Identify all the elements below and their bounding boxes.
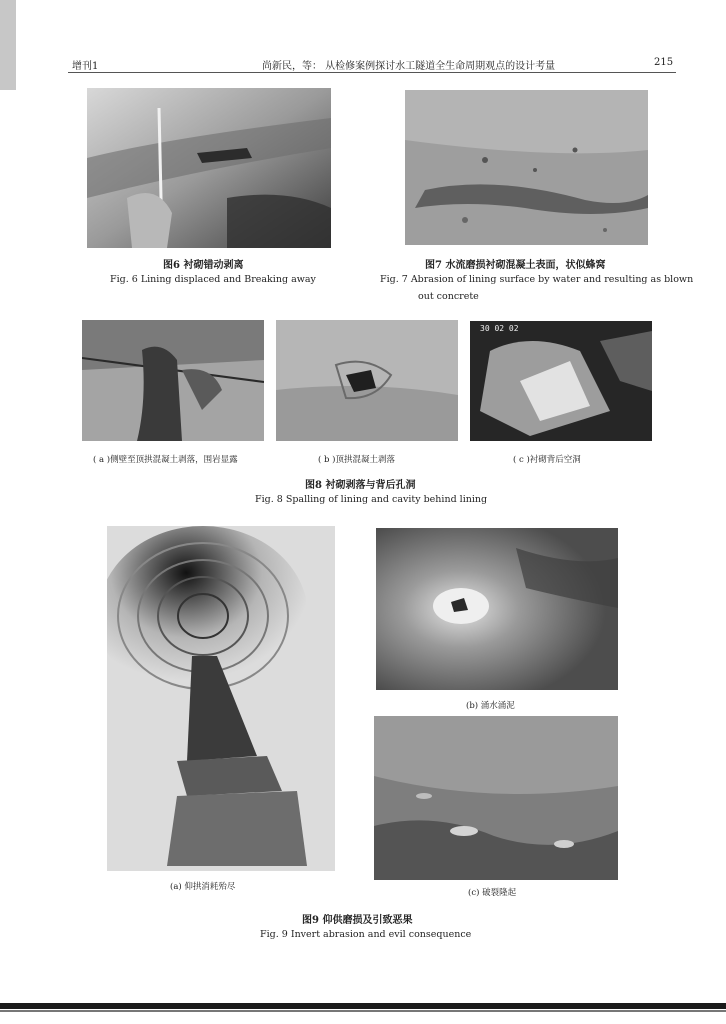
journal-issue: 增刊1 — [72, 61, 99, 72]
fig7-caption-en-2: out concrete — [418, 291, 479, 302]
fig8-caption-cn: 图8 衬砌剥落与背后孔洞 — [305, 480, 416, 491]
fig8a-photo — [82, 320, 264, 441]
header-rule — [68, 72, 676, 73]
fig9-caption-en: Fig. 9 Invert abrasion and evil consequence — [260, 929, 472, 940]
fig9c-subcaption: (c) 破裂隆起 — [468, 888, 517, 898]
fig6-caption-cn: 图6 衬砌错动剥离 — [163, 260, 244, 271]
fig8b-subcaption: ( b )顶拱混凝土剥落 — [318, 455, 395, 465]
scan-bottom-edge-shadow — [0, 1010, 726, 1012]
scan-edge-mark — [0, 0, 16, 90]
running-title: 尚新民，等： 从检修案例探讨水工隧道全生命周期观点的设计考量 — [262, 61, 556, 72]
fig9a-photo — [107, 526, 335, 871]
fig8-caption-en: Fig. 8 Spalling of lining and cavity behind lining — [255, 494, 488, 505]
fig9b-photo — [376, 528, 618, 690]
fig8a-subcaption: ( a )侧壁至顶拱混凝土剥落，围岩显露 — [93, 455, 238, 465]
scan-bottom-edge — [0, 1003, 726, 1009]
fig8c-photo — [470, 321, 652, 441]
fig6-caption-en: Fig. 6 Lining displaced and Breaking away — [110, 274, 316, 285]
fig9c-photo — [374, 716, 618, 880]
fig8c-subcaption: ( c )衬砌背后空洞 — [513, 455, 581, 465]
page-number: 215 — [654, 57, 674, 68]
fig7-caption-en-1: Fig. 7 Abrasion of lining surface by water and resulting as blown — [380, 274, 694, 285]
fig9b-subcaption: (b) 涌水涌泥 — [466, 701, 515, 711]
fig9a-subcaption: (a) 仰拱消耗殆尽 — [170, 882, 236, 892]
fig9-caption-cn: 图9 仰供磨损及引致恶果 — [302, 915, 413, 926]
fig8b-photo — [276, 320, 458, 441]
fig8c-photo-stamp: 30 02 02 — [480, 324, 519, 333]
fig6-photo — [87, 88, 331, 248]
fig7-caption-cn: 图7 水流磨损衬砌混凝土表面，状似蜂窝 — [425, 260, 606, 271]
fig7-photo — [405, 90, 648, 245]
